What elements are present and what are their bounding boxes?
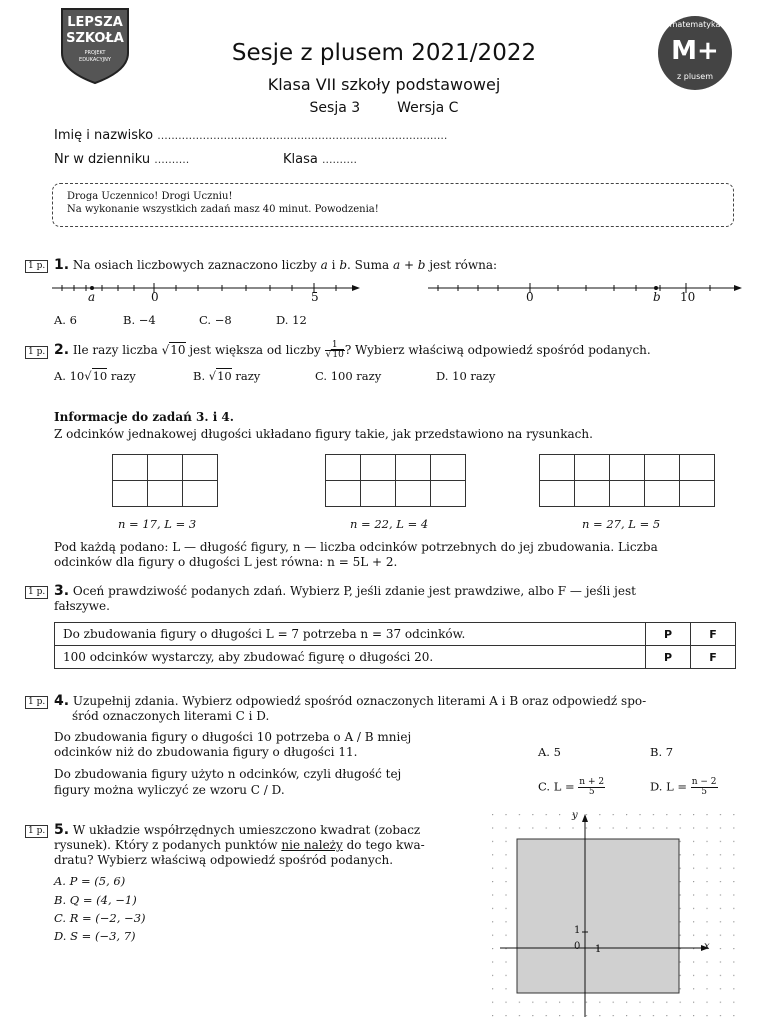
q4-sentence1-line2: odcinków niż do zbudowania figury o długości 11. xyxy=(54,745,358,759)
q5-axis-y-label: y xyxy=(572,810,578,821)
page-subtitle: Klasa VII szkoły podstawowej xyxy=(267,75,501,94)
q4-line2: śród oznaczonych literami C i D. xyxy=(72,709,270,723)
q2-text: 2. Ile razy liczba √10 jest większa od liczby $\frac{1}{√10}$ ? Wybierz właściwą odpowiedź spośród podanych. xyxy=(54,340,651,360)
figure-l5-label: n = 27, L = 5 xyxy=(582,517,661,531)
q5-tick-0: 0 xyxy=(574,941,581,952)
name-field xyxy=(54,128,447,143)
q1-text xyxy=(54,257,754,273)
q3-row2-false-option[interactable]: F xyxy=(691,646,736,669)
info-title: Informacje do zadań 3. i 4. xyxy=(54,410,234,424)
points-badge-q3: 1 p. xyxy=(25,586,48,599)
q2-answer-c[interactable]: C. 100 razy xyxy=(315,369,382,383)
q4-answer-c[interactable]: C. L = $\frac{n + 2}{5}$ xyxy=(538,777,605,797)
q1-text-b: . Suma xyxy=(347,258,390,272)
logo-text-line3: PROJEKT xyxy=(84,50,106,56)
page-title: Sesje z plusem 2021/2022 xyxy=(231,40,537,66)
points-badge-q4: 1 p. xyxy=(25,696,48,709)
q2-text-c: ? Wybierz właściwą odpowiedź spośród podanych. xyxy=(344,343,651,357)
logo-arc-top-text: matematyka xyxy=(669,20,721,29)
logo-text-line2: SZKOŁA xyxy=(66,31,124,46)
q4-answer-b[interactable]: B. 7 xyxy=(650,745,674,759)
q2-text-b: jest większa od liczby xyxy=(189,343,321,357)
session-label: Sesja 3 xyxy=(309,100,361,116)
q1-expr: a + b xyxy=(392,258,426,272)
q1-text-c: jest równa: xyxy=(429,258,498,272)
info-desc-line2: odcinków dla figury o długości L jest równa: n = 5L + 2. xyxy=(54,555,398,569)
q5-answer-a[interactable]: A. P = (5, 6) xyxy=(54,874,126,888)
q1-axis2-label-0: 0 xyxy=(526,290,534,304)
q4-answer-d[interactable]: D. L = $\frac{n - 2}{5}$ xyxy=(650,777,717,797)
q1-var-b: b xyxy=(339,258,348,272)
q4-sentence2-line1: Do zbudowania figury użyto n odcinków, czyli długość tej xyxy=(54,767,402,781)
q1-axis2-label-10: 10 xyxy=(680,290,696,304)
q2-answer-a[interactable]: A. 10√10 razy xyxy=(54,369,136,383)
q1-conj: i xyxy=(331,258,336,272)
q2-answer-b[interactable]: B. √10 razy xyxy=(193,369,261,383)
q5-line3: dratu? Wybierz właściwą odpowiedź spośród podanych. xyxy=(54,853,394,867)
q1-text-a: Na osiach liczbowych zaznaczono liczby xyxy=(72,258,317,272)
q5-coordinate-grid xyxy=(490,812,740,1024)
q3-statement-2: 100 odcinków wystarczy, aby zbudować figurę o długości 20. xyxy=(55,646,646,669)
figure-l4 xyxy=(325,454,466,507)
session-line xyxy=(0,100,768,116)
q2-sqrt-value: 10 xyxy=(170,343,186,357)
q4-line1: 4. Uzupełnij zdania. Wybierz odpowiedź spośród oznaczonych literami A i B oraz odpowiedź spo- xyxy=(54,693,647,709)
q3-row1-true-option[interactable]: P xyxy=(646,623,691,646)
logo-text-line1: LEPSZA xyxy=(67,15,123,30)
q3-line1: 3. Oceń prawdziwość podanych zdań. Wybierz P, jeśli zdanie jest prawdziwe, albo F — jeśli jest xyxy=(54,583,636,599)
figure-l3 xyxy=(112,454,218,507)
figure-l4-label: n = 22, L = 4 xyxy=(350,517,429,531)
q2-text-a: Ile razy liczba xyxy=(72,343,158,357)
register-label: Nr w dzienniku xyxy=(54,152,151,167)
table-row xyxy=(55,623,736,646)
q5-tick-1y: 1 xyxy=(574,925,581,936)
figure-l3-label: n = 17, L = 3 xyxy=(118,517,197,531)
q5-answer-c[interactable]: C. R = (−2, −3) xyxy=(54,911,146,925)
q3-row1-false-option[interactable]: F xyxy=(691,623,736,646)
q3-row2-true-option[interactable]: P xyxy=(646,646,691,669)
logo-arc-bottom-text: z plusem xyxy=(677,72,713,81)
q5-tick-1x: 1 xyxy=(595,944,602,955)
logo-big-text: M+ xyxy=(671,36,719,66)
q1-answer-d[interactable]: D. 12 xyxy=(276,313,307,327)
q4-sentence2-line2: figury można wyliczyć ze wzoru C / D. xyxy=(54,783,285,797)
q4-answer-a[interactable]: A. 5 xyxy=(538,745,561,759)
notice-line2: Na wykonanie wszystkich zadań masz 40 minut. Powodzenia! xyxy=(67,204,379,215)
q2-number: 2. xyxy=(54,342,70,358)
q4-number: 4. xyxy=(54,693,70,709)
q1-axis1-label-a: a xyxy=(88,290,96,304)
q3-number: 3. xyxy=(54,583,70,599)
version-label: Wersja C xyxy=(397,100,459,116)
q1-answer-a[interactable]: A. 6 xyxy=(54,313,77,327)
q3-statement-1: Do zbudowania figury o długości L = 7 potrzeba n = 37 odcinków. xyxy=(55,623,646,646)
q1-number: 1. xyxy=(54,257,70,273)
q1-axis2-label-b: b xyxy=(653,290,661,304)
q5-line2: rysunek). Który z podanych punktów nie należy do tego kwa- xyxy=(54,838,425,852)
q1-answer-b[interactable]: B. −4 xyxy=(123,313,156,327)
class-field xyxy=(283,152,357,167)
q5-line1: 5. W układzie współrzędnych umieszczono kwadrat (zobacz xyxy=(54,822,421,838)
q1-var-a: a xyxy=(320,258,328,272)
register-dots: .......... xyxy=(154,153,190,166)
q2-answer-d[interactable]: D. 10 razy xyxy=(436,369,496,383)
q1-answer-c[interactable]: C. −8 xyxy=(199,313,232,327)
class-dots: .......... xyxy=(321,153,357,166)
table-row xyxy=(55,646,736,669)
notice-line1: Droga Uczennico! Drogi Uczniu! xyxy=(67,191,233,202)
q5-number: 5. xyxy=(54,822,70,838)
info-text: Z odcinków jednakowej długości układano figury takie, jak przedstawiono na rysunkach. xyxy=(54,427,593,441)
points-badge-q1: 1 p. xyxy=(25,260,48,273)
q2-fraction: $\frac{1}{√10}$ xyxy=(325,340,344,360)
points-badge-q2: 1 p. xyxy=(25,346,48,359)
points-badge-q5: 1 p. xyxy=(25,825,48,838)
q4-sentence1-line1: Do zbudowania figury o długości 10 potrzeba o A / B mniej xyxy=(54,730,412,744)
q3-line2: fałszywe. xyxy=(54,599,110,613)
figure-l5 xyxy=(539,454,715,507)
q5-square xyxy=(517,839,679,993)
notice-box xyxy=(52,183,734,227)
class-label: Klasa xyxy=(283,152,318,167)
register-field xyxy=(54,152,189,167)
q1-axis1-label-0: 0 xyxy=(151,290,159,304)
name-label: Imię i nazwisko xyxy=(54,128,154,143)
name-dots: ................................................................................... xyxy=(157,129,448,142)
q5-axis-x-label: x xyxy=(704,941,710,952)
q5-answer-b[interactable]: B. Q = (4, −1) xyxy=(54,893,137,907)
q3-truefalse-table xyxy=(54,622,736,669)
info-desc-line1: Pod każdą podano: L — długość figury, n — liczba odcinków potrzebnych do jej zbudowania. Liczba xyxy=(54,540,658,554)
q1-axis1-label-5: 5 xyxy=(311,290,319,304)
q5-answer-d[interactable]: D. S = (−3, 7) xyxy=(54,929,136,943)
logo-text-line4: EDUKACYJNY xyxy=(79,57,111,63)
